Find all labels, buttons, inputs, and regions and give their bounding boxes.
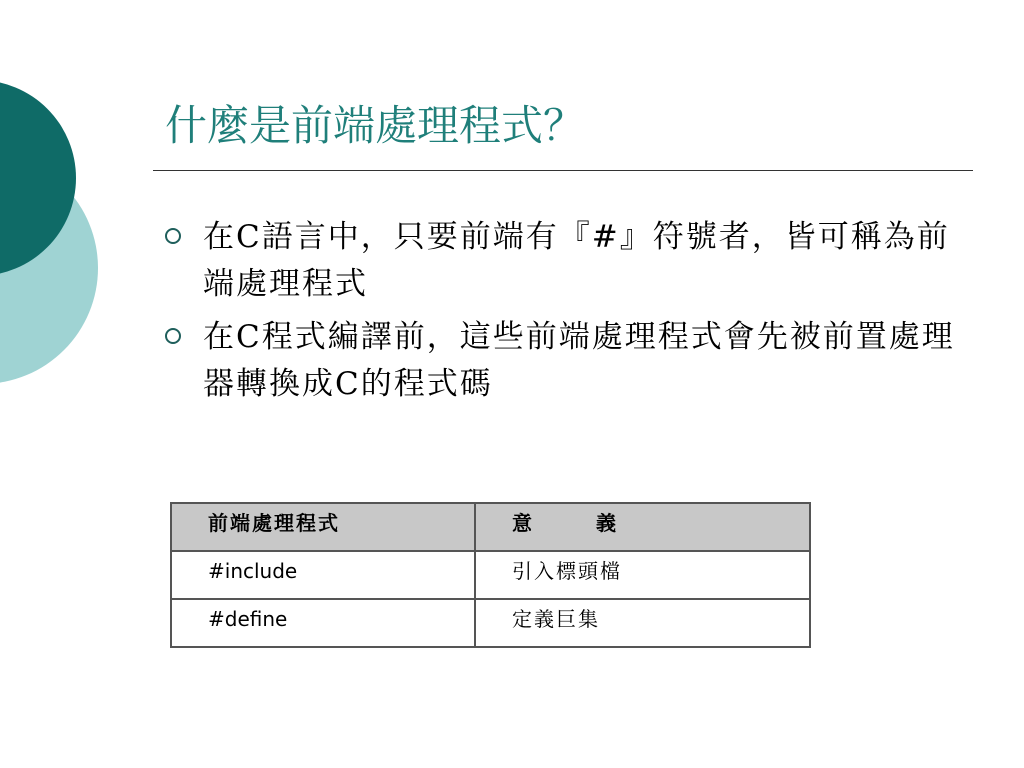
meaning-cell: 引入標頭檔 (475, 551, 810, 599)
meaning-cell: 定義巨集 (475, 599, 810, 647)
table-header-row (171, 503, 810, 551)
bullet-circle-icon (165, 228, 181, 244)
bullet-list (165, 214, 965, 414)
title-divider (153, 170, 973, 171)
decorative-circles (0, 0, 120, 420)
directive-cell: #include (171, 551, 475, 599)
table-row (171, 551, 810, 599)
bullet-circle-icon (165, 328, 181, 344)
bullet-item (165, 214, 965, 308)
slide-title: 什麼是前端處理程式？ (165, 101, 586, 150)
bullet-item (165, 314, 965, 408)
table-row (171, 599, 810, 647)
bullet-text: 在C語言中，只要前端有『#』符號者，皆可稱為前端處理程式 (203, 219, 950, 302)
bullet-text: 在C程式編譯前，這些前端處理程式會先被前置處理器轉換成C的程式碼 (203, 319, 955, 402)
preprocessor-table (170, 502, 811, 648)
header-meaning: 意 義 (475, 503, 810, 551)
directive-cell: #define (171, 599, 475, 647)
header-preprocessor: 前端處理程式 (171, 503, 475, 551)
